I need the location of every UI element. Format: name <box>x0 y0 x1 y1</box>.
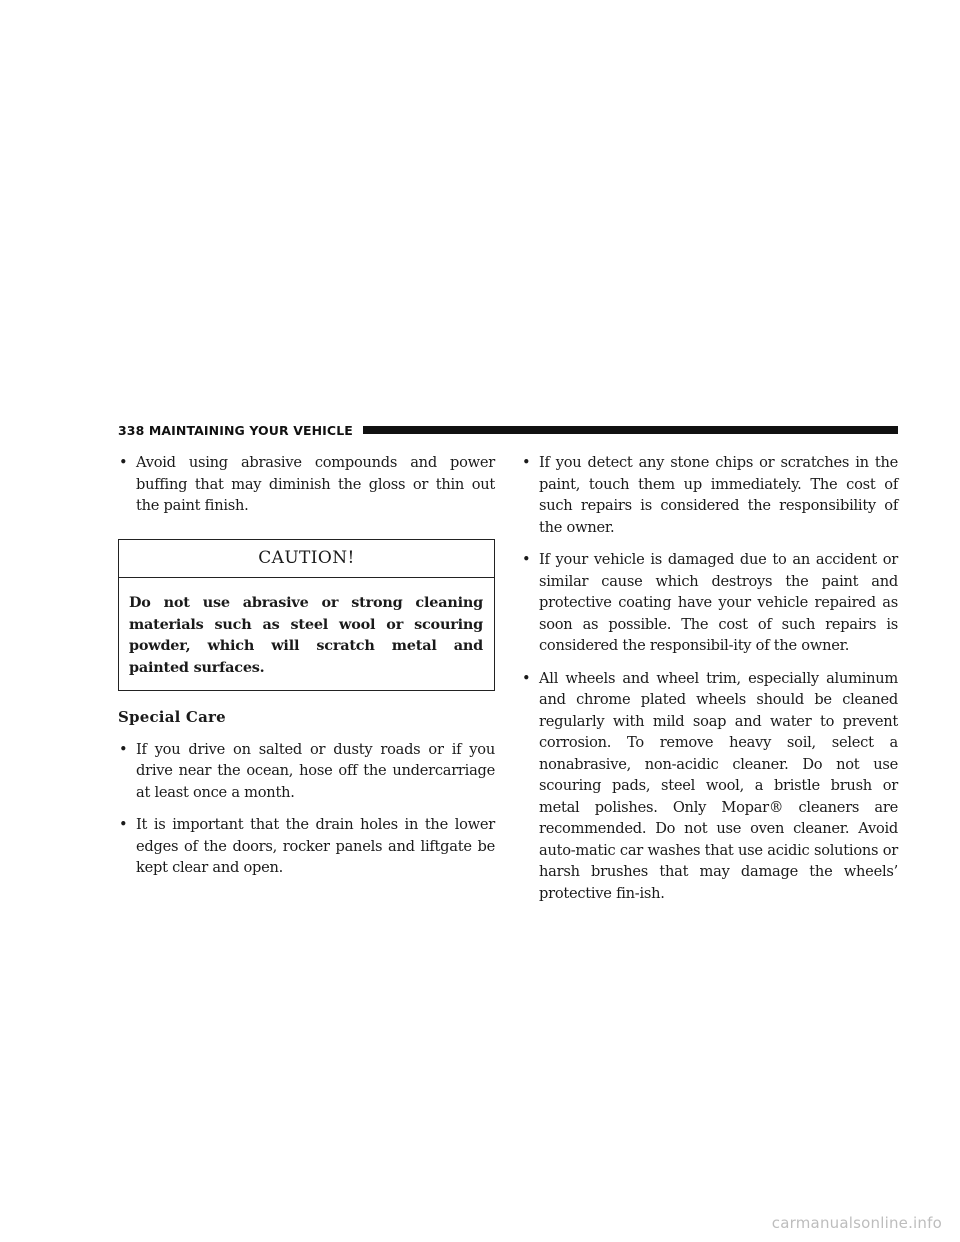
bullet-icon: • <box>522 551 531 568</box>
bullet-item <box>521 452 898 538</box>
bullet-icon: • <box>119 740 128 758</box>
bullet-text: If your vehicle is damaged due to an accident or similar cause which destroys the paint and protective coating have your vehicle repaired as soon as possible. The cost of such repairs is considered the responsibil-ity of the owner. <box>539 551 898 654</box>
bullet-text: It is important that the drain holes in the lower edges of the doors, rocker panels and liftgate be kept clear and open. <box>136 816 495 877</box>
caution-title: CAUTION! <box>119 540 494 579</box>
bullet-text: All wheels and wheel trim, especially aluminum and chrome plated wheels should be cleaned regularly with mild soap and water to prevent corrosion. To remove heavy soil, select a nonabrasive, non-acidic cleaner. Do not use scouring pads, steel wool, a bristle brush or metal polishes. Only Mopar® cleaners are recommended. Do not use oven cleaner. Avoid auto-matic car washes that use acidic solutions or harsh brushes that may damage the wheels’ protective fin-ish. <box>539 669 898 902</box>
bullet-icon: • <box>522 669 531 687</box>
bullet-icon: • <box>522 454 531 471</box>
watermark: carmanualsonline.info <box>771 1214 942 1232</box>
right-column <box>521 452 898 915</box>
bullet-item <box>118 814 495 879</box>
bullet-item <box>118 452 495 517</box>
left-column <box>118 452 495 890</box>
section-heading-special-care: Special Care <box>118 708 226 727</box>
bullet-text: If you drive on salted or dusty roads or if you drive near the ocean, hose off the undercarriage at least once a month. <box>136 740 495 801</box>
page-header-label: 338 MAINTAINING YOUR VEHICLE <box>118 422 353 438</box>
header-rule <box>363 426 898 434</box>
bullet-item <box>521 549 898 657</box>
page-header <box>118 420 898 440</box>
bullet-item <box>118 739 495 804</box>
caution-body: Do not use abrasive or strong cleaning materials such as steel wool or scouring powder, which will scratch metal and painted surfaces. <box>129 594 483 676</box>
bullet-icon: • <box>119 454 128 471</box>
bullet-text: Avoid using abrasive compounds and power buffing that may diminish the gloss or thin out the paint finish. <box>136 454 495 514</box>
bullet-icon: • <box>119 816 128 834</box>
bullet-item <box>521 668 898 905</box>
bullet-text: If you detect any stone chips or scratches in the paint, touch them up immediately. The cost of such repairs is considered the responsibility of the owner. <box>539 454 898 536</box>
caution-box <box>118 539 495 692</box>
